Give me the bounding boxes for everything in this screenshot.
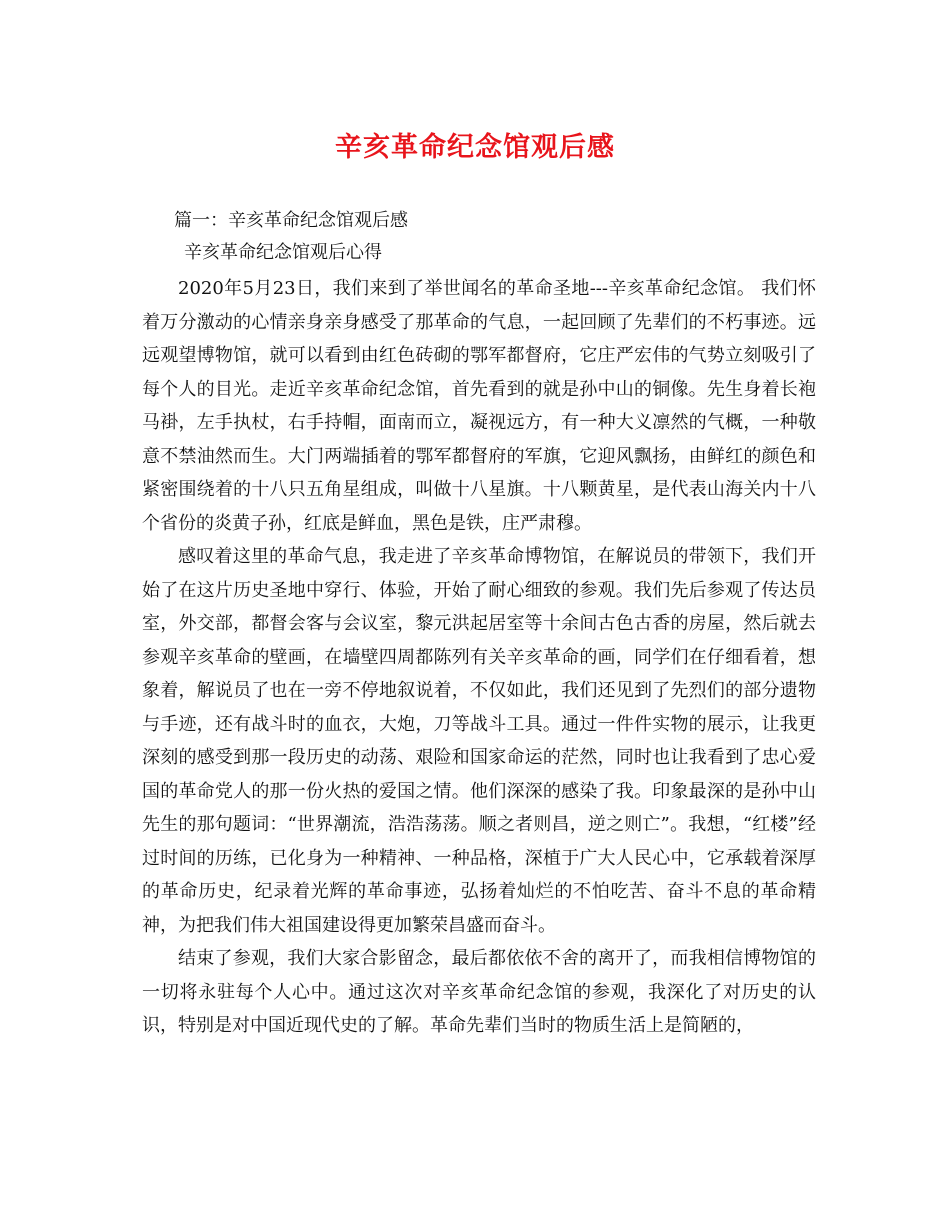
paragraph-1: 2020年5月23日，我们来到了举世闻名的革命圣地---辛亥革命纪念馆。 我们怀着万分激动的心情亲身亲身感受了那革命的气息，一起回顾了先辈们的不朽事迹。远远观望博物馆，就可以看到由红色砖砌的鄂军都督府，它庄严宏伟的气势立刻吸引了每个人的目光。走近辛亥革命纪念馆，首先看到的就是孙中山的铜像。先生身着长袍马褂，左手执杖，右手持帽，面南而立，凝视远方，有一种大义凛然的气概，一种敬意不禁油然而生。大门两端插着的鄂军都督府的军旗，它迎风飘扬，由鲜红的颜色和紧密围绕着的十八只五角星组成，叫做十八星旗。十八颗黄星，是代表山海关内十八个省份的炎黄子孙，红底是鲜血，黑色是铁，庄严肃穆。 bbox=[142, 278, 816, 534]
body-text bbox=[142, 272, 816, 1043]
section-heading: 篇一：辛亥革命纪念馆观后感 bbox=[174, 210, 408, 231]
paragraph-2: 感叹着这里的革命气息，我走进了辛亥革命博物馆，在解说员的带领下，我们开始了在这片历史圣地中穿行、体验，开始了耐心细致的参观。我们先后参观了传达员室，外交部，都督会客与会议室，黎元洪起居室等十余间古色古香的房屋，然后就去参观辛亥革命的壁画，在墙壁四周都陈列有关辛亥革命的画，同学们在仔细看着，想象着，解说员了也在一旁不停地叙说着，不仅如此，我们还见到了先烈们的部分遗物与手迹，还有战斗时的血衣，大炮，刀等战斗工具。通过一件件实物的展示，让我更深刻的感受到那一段历史的动荡、艰险和国家命运的茫然，同时也让我看到了忠心爱国的革命党人的那一份火热的爱国之情。他们深深的感染了我。印象最深的是孙中山先生的那句题词：“世界潮流，浩浩荡荡。顺之者则昌，逆之则亡”。我想，“红楼”经过时间的历练，已化身为一种精神、一种品格，深植于广大人民心中，它承载着深厚的革命历史，纪录着光辉的革命事迹，弘扬着灿烂的不怕吃苦、奋斗不息的革命精神，为把我们伟大祖国建设得更加繁荣昌盛而奋斗。 bbox=[142, 546, 816, 936]
page-title: 辛亥革命纪念馆观后感 bbox=[335, 132, 615, 163]
sub-heading: 辛亥革命纪念馆观后心得 bbox=[184, 242, 382, 263]
paragraph-3: 结束了参观，我们大家合影留念，最后都依依不舍的离开了，而我相信博物馆的一切将永驻每个人心中。通过这次对辛亥革命纪念馆的参观，我深化了对历史的认识，特别是对中国近现代史的了解。革命先辈们当时的物质生活上是简陋的， bbox=[142, 948, 816, 1036]
